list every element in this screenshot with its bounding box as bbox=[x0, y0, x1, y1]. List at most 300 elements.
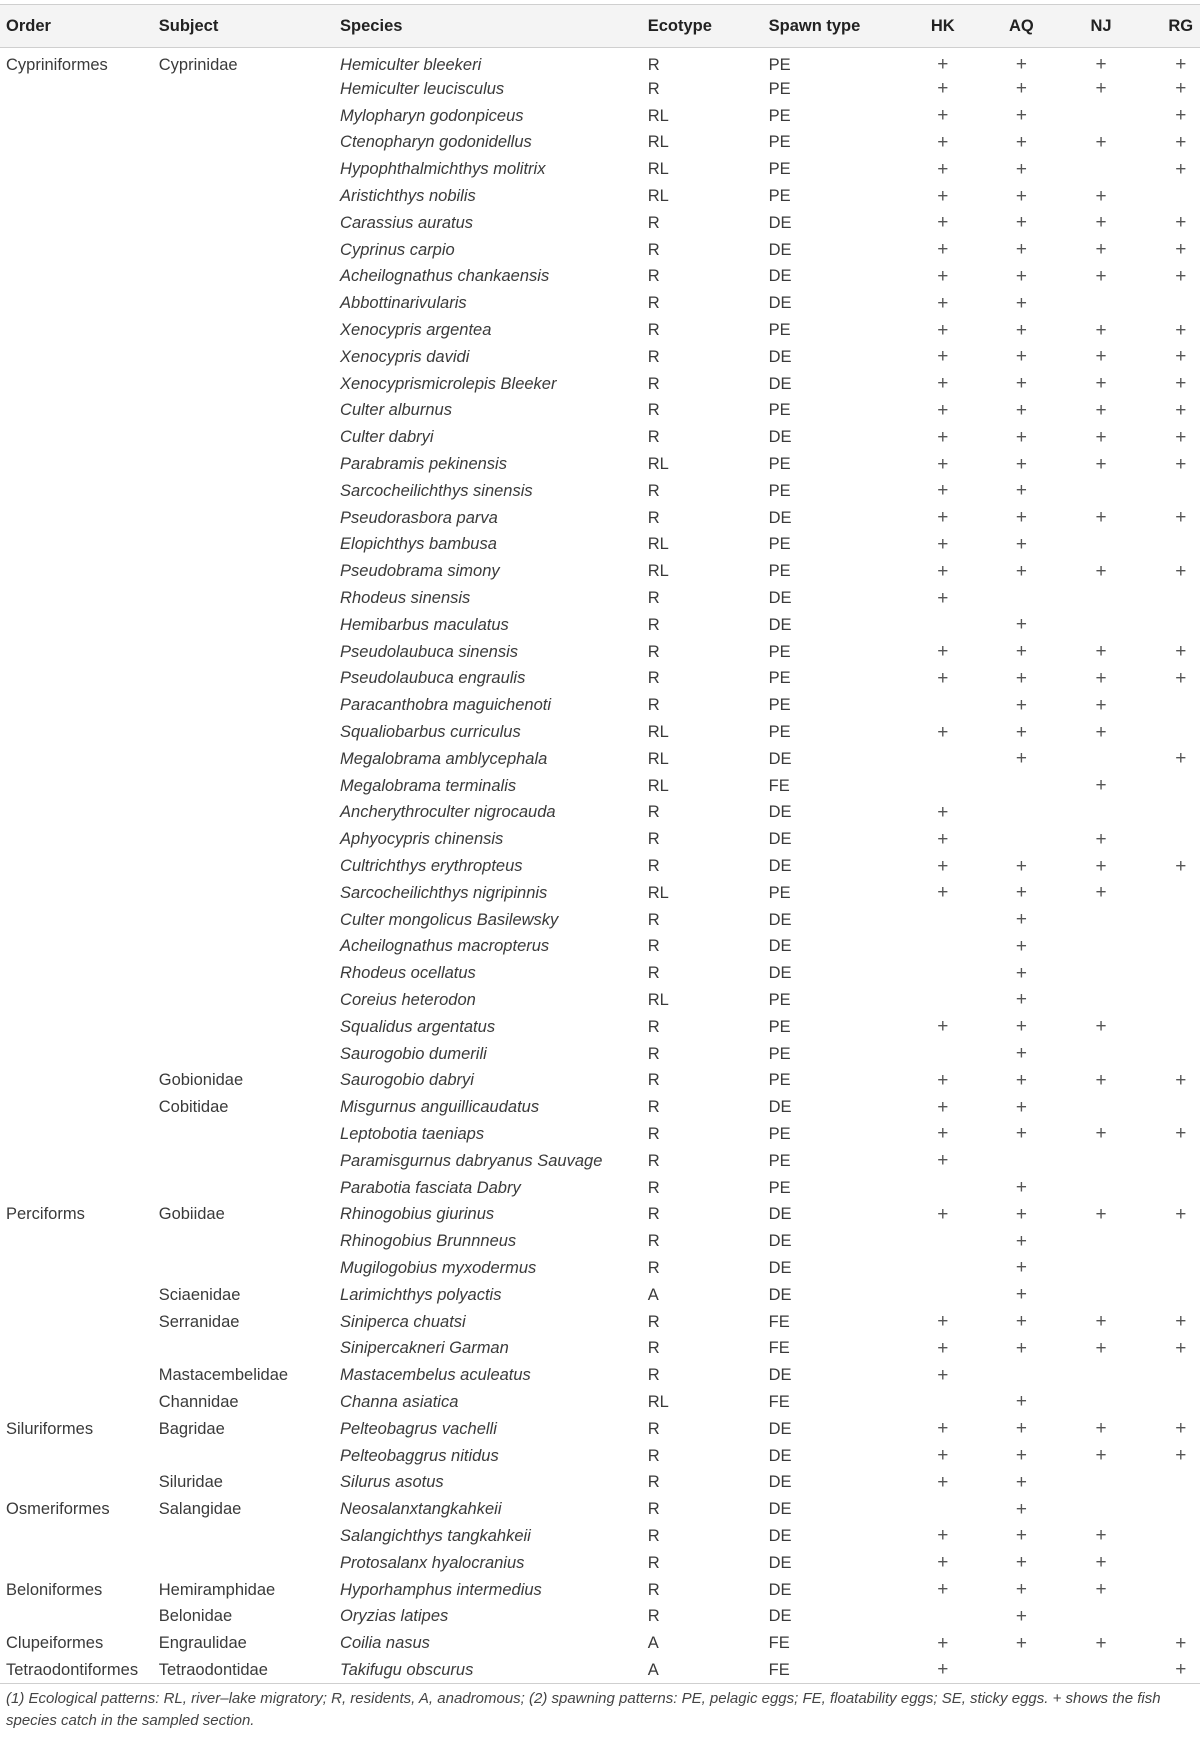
species-cell: Rhodeus sinensis bbox=[340, 589, 471, 608]
aq-cell: + bbox=[1015, 480, 1027, 502]
subject-cell bbox=[153, 1014, 334, 1041]
table-row bbox=[0, 1577, 1200, 1604]
table-row bbox=[0, 156, 1200, 183]
rg-cell: + bbox=[1175, 105, 1187, 127]
species-cell: Megalobrama amblycephala bbox=[340, 749, 548, 768]
species-cell: Silurus asotus bbox=[340, 1473, 444, 1492]
spawn-type-cell: FE bbox=[768, 1634, 790, 1653]
subject-cell bbox=[153, 1121, 334, 1148]
order-cell bbox=[0, 451, 153, 478]
nj-cell: + bbox=[1095, 131, 1107, 153]
aq-cell: + bbox=[1015, 962, 1027, 984]
ecotype-cell: R bbox=[647, 1366, 660, 1385]
table-row bbox=[0, 505, 1200, 532]
spawn-type-cell: DE bbox=[768, 213, 792, 232]
ecotype-cell: R bbox=[647, 1098, 660, 1117]
species-cell: Pseudolaubuca engraulis bbox=[340, 669, 526, 688]
rg-cell bbox=[1161, 826, 1200, 853]
col-header-rg: RG bbox=[1161, 5, 1200, 48]
ecotype-cell: R bbox=[647, 321, 660, 340]
subject-cell bbox=[153, 76, 334, 103]
order-cell bbox=[0, 746, 153, 773]
hk-cell: + bbox=[937, 1311, 949, 1333]
ecotype-cell: R bbox=[647, 1473, 660, 1492]
nj-cell: + bbox=[1095, 319, 1107, 341]
aq-cell: + bbox=[1015, 346, 1027, 368]
order-cell bbox=[0, 371, 153, 398]
aq-cell: + bbox=[1015, 641, 1027, 663]
species-cell: Rhodeus ocellatus bbox=[340, 964, 476, 983]
ecotype-cell: R bbox=[647, 1071, 660, 1090]
table-row bbox=[0, 1201, 1200, 1228]
ecotype-cell: R bbox=[647, 830, 660, 849]
table-row bbox=[0, 1121, 1200, 1148]
table-row bbox=[0, 1014, 1200, 1041]
ecotype-cell: R bbox=[647, 910, 660, 929]
hk-cell: + bbox=[937, 239, 949, 261]
ecotype-cell: RL bbox=[647, 106, 669, 125]
order-cell bbox=[0, 1335, 153, 1362]
table-row bbox=[0, 1309, 1200, 1336]
rg-cell bbox=[1161, 532, 1200, 559]
aq-cell: + bbox=[1015, 265, 1027, 287]
order-cell bbox=[0, 1014, 153, 1041]
spawn-type-cell: DE bbox=[768, 615, 792, 634]
spawn-type-cell: PE bbox=[768, 642, 791, 661]
hk-cell: + bbox=[937, 801, 949, 823]
hk-cell bbox=[883, 1255, 1002, 1282]
nj-cell bbox=[1041, 1282, 1162, 1309]
hk-cell: + bbox=[937, 587, 949, 609]
spawn-type-cell: DE bbox=[768, 1419, 792, 1438]
nj-cell bbox=[1041, 1175, 1162, 1202]
ecotype-cell: RL bbox=[647, 562, 669, 581]
nj-cell: + bbox=[1095, 239, 1107, 261]
hk-cell: + bbox=[937, 131, 949, 153]
table-row bbox=[0, 1523, 1200, 1550]
aq-cell: + bbox=[1015, 426, 1027, 448]
subject-cell bbox=[153, 666, 334, 693]
species-cell: Aphyocypris chinensis bbox=[340, 830, 504, 849]
nj-cell: + bbox=[1095, 1203, 1107, 1225]
table-row bbox=[0, 1469, 1200, 1496]
ecotype-cell: R bbox=[647, 589, 660, 608]
table-row bbox=[0, 800, 1200, 827]
species-cell: Cultrichthys erythropteus bbox=[340, 857, 523, 875]
col-header-nj: NJ bbox=[1041, 5, 1162, 48]
table-row bbox=[0, 692, 1200, 719]
ecotype-cell: R bbox=[647, 1526, 660, 1545]
aq-cell bbox=[1002, 1148, 1040, 1175]
col-header-subject: Subject bbox=[153, 5, 334, 48]
ecotype-cell: RL bbox=[647, 133, 669, 152]
ecotype-cell: R bbox=[647, 1124, 660, 1143]
ecotype-cell: R bbox=[647, 240, 660, 259]
order-cell bbox=[0, 558, 153, 585]
aq-cell: + bbox=[1015, 212, 1027, 234]
rg-cell: + bbox=[1175, 158, 1187, 180]
spawn-type-cell: DE bbox=[768, 294, 792, 313]
rg-cell: + bbox=[1175, 131, 1187, 153]
subject-cell: Belonidae bbox=[158, 1607, 233, 1626]
subject-cell bbox=[153, 934, 334, 961]
table-row bbox=[0, 371, 1200, 398]
subject-cell: Siluridae bbox=[158, 1473, 223, 1492]
spawn-type-cell: PE bbox=[768, 696, 791, 715]
rg-cell bbox=[1161, 1362, 1200, 1389]
species-cell: Squalidus argentatus bbox=[340, 1017, 496, 1036]
rg-cell: + bbox=[1175, 1632, 1187, 1654]
table-row bbox=[0, 934, 1200, 961]
nj-cell bbox=[1041, 612, 1162, 639]
nj-cell: + bbox=[1095, 453, 1107, 475]
spawn-type-cell: DE bbox=[768, 937, 792, 956]
subject-cell bbox=[153, 960, 334, 987]
rg-cell: + bbox=[1175, 1311, 1187, 1333]
table-body bbox=[0, 48, 1200, 1684]
subject-cell bbox=[153, 746, 334, 773]
hk-cell: + bbox=[937, 1123, 949, 1145]
hk-cell: + bbox=[937, 1552, 949, 1574]
species-cell: Saurogobio dabryi bbox=[340, 1071, 474, 1090]
nj-cell: + bbox=[1095, 1337, 1107, 1359]
order-cell bbox=[0, 1389, 153, 1416]
table-row bbox=[0, 103, 1200, 130]
spawn-type-cell: DE bbox=[768, 374, 792, 393]
subject-cell bbox=[153, 987, 334, 1014]
spawn-type-cell: DE bbox=[768, 1366, 792, 1385]
rg-cell: + bbox=[1175, 560, 1187, 582]
order-cell: Beloniformes bbox=[6, 1580, 103, 1599]
spawn-type-cell: DE bbox=[768, 1205, 792, 1224]
aq-cell bbox=[1002, 773, 1040, 800]
rg-cell bbox=[1161, 1523, 1200, 1550]
hk-cell bbox=[883, 987, 1002, 1014]
ecotype-cell: R bbox=[647, 1151, 660, 1170]
subject-cell: Gobiidae bbox=[158, 1205, 225, 1224]
spawn-type-cell: DE bbox=[768, 1607, 792, 1626]
order-cell bbox=[0, 344, 153, 371]
species-cell: Xenocyprismicrolepis Bleeker bbox=[340, 374, 557, 393]
table-row bbox=[0, 826, 1200, 853]
subject-cell bbox=[153, 1335, 334, 1362]
rg-cell: + bbox=[1175, 373, 1187, 395]
order-cell bbox=[0, 103, 153, 130]
aq-cell: + bbox=[1015, 399, 1027, 421]
hk-cell: + bbox=[937, 1418, 949, 1440]
hk-cell: + bbox=[937, 346, 949, 368]
col-header-aq: AQ bbox=[1002, 5, 1040, 48]
subject-cell: Engraulidae bbox=[158, 1634, 247, 1653]
subject-cell bbox=[153, 451, 334, 478]
subject-cell: Channidae bbox=[158, 1392, 239, 1411]
spawn-type-cell: DE bbox=[768, 347, 792, 366]
hk-cell: + bbox=[937, 560, 949, 582]
table-row bbox=[0, 1335, 1200, 1362]
rg-cell bbox=[1161, 1148, 1200, 1175]
nj-cell: + bbox=[1095, 78, 1107, 100]
ecotype-cell: R bbox=[647, 267, 660, 286]
ecotype-cell: R bbox=[647, 55, 660, 74]
rg-cell: + bbox=[1175, 78, 1187, 100]
species-cell: Acheilognathus chankaensis bbox=[340, 267, 550, 286]
order-cell bbox=[0, 264, 153, 291]
table-row bbox=[0, 1282, 1200, 1309]
col-header-spawn-type: Spawn type bbox=[763, 5, 884, 48]
spawn-type-cell: PE bbox=[768, 455, 791, 474]
subject-cell bbox=[153, 1550, 334, 1577]
hk-cell: + bbox=[937, 667, 949, 689]
species-cell: Siniperca chuatsi bbox=[340, 1312, 466, 1331]
spawn-type-cell: DE bbox=[768, 1553, 792, 1572]
table-row bbox=[0, 907, 1200, 934]
subject-cell bbox=[153, 907, 334, 934]
aq-cell: + bbox=[1015, 1284, 1027, 1306]
spawn-type-cell: DE bbox=[768, 589, 792, 608]
species-cell: Channa asiatica bbox=[340, 1392, 459, 1411]
rg-cell bbox=[1161, 612, 1200, 639]
species-cell: Xenocypris argentea bbox=[340, 321, 492, 340]
ecotype-cell: RL bbox=[647, 776, 669, 795]
spawn-type-cell: PE bbox=[768, 481, 791, 500]
hk-cell: + bbox=[937, 1579, 949, 1601]
species-cell: Ctenopharyn godonidellus bbox=[340, 133, 532, 152]
aq-cell: + bbox=[1015, 131, 1027, 153]
rg-cell bbox=[1161, 880, 1200, 907]
hk-cell: + bbox=[937, 292, 949, 314]
order-cell bbox=[0, 290, 153, 317]
table-footnote: (1) Ecological patterns: RL, river–lake migratory; R, residents, A, anadromous; (2) spawning patterns: PE, pelagic eggs; FE, floatability eggs; SE, sticky eggs. + shows the fish species catch in the sampled section. bbox=[6, 1690, 1161, 1729]
spawn-type-cell: DE bbox=[768, 1285, 792, 1304]
spawn-type-cell: PE bbox=[768, 133, 791, 152]
rg-cell: + bbox=[1175, 319, 1187, 341]
table-row bbox=[0, 76, 1200, 103]
table-row bbox=[0, 130, 1200, 157]
hk-cell: + bbox=[937, 78, 949, 100]
rg-cell bbox=[1161, 1175, 1200, 1202]
nj-cell: + bbox=[1095, 1016, 1107, 1038]
subject-cell bbox=[153, 424, 334, 451]
order-cell bbox=[0, 478, 153, 505]
rg-cell bbox=[1161, 1469, 1200, 1496]
species-cell: Rhinogobius Brunnneus bbox=[340, 1232, 517, 1251]
table-row bbox=[0, 1657, 1200, 1684]
table-row bbox=[0, 1175, 1200, 1202]
ecotype-cell: R bbox=[647, 1312, 660, 1331]
spawn-type-cell: PE bbox=[768, 55, 791, 74]
nj-cell: + bbox=[1095, 1579, 1107, 1601]
nj-cell bbox=[1041, 1255, 1162, 1282]
ecotype-cell: R bbox=[647, 642, 660, 661]
species-cell: Pelteobaggrus nitidus bbox=[340, 1446, 499, 1465]
subject-cell bbox=[153, 344, 334, 371]
aq-cell: + bbox=[1015, 721, 1027, 743]
rg-cell: + bbox=[1175, 748, 1187, 770]
subject-cell bbox=[153, 183, 334, 210]
ecotype-cell: R bbox=[647, 1258, 660, 1277]
rg-cell bbox=[1161, 1389, 1200, 1416]
spawn-type-cell: DE bbox=[768, 803, 792, 822]
subject-cell: Salangidae bbox=[158, 1500, 242, 1519]
hk-cell bbox=[883, 612, 1002, 639]
subject-cell bbox=[153, 532, 334, 559]
species-cell: Larimichthys polyactis bbox=[340, 1285, 502, 1304]
rg-cell bbox=[1161, 692, 1200, 719]
rg-cell: + bbox=[1175, 1418, 1187, 1440]
aq-cell: + bbox=[1015, 185, 1027, 207]
subject-cell bbox=[153, 371, 334, 398]
ecotype-cell: R bbox=[647, 857, 660, 875]
species-cell: Protosalanx hyalocranius bbox=[340, 1553, 525, 1572]
rg-cell: + bbox=[1175, 641, 1187, 663]
spawn-type-cell: DE bbox=[768, 1446, 792, 1465]
species-cell: Oryzias latipes bbox=[340, 1607, 449, 1626]
species-cell: Cyprinus carpio bbox=[340, 240, 455, 259]
order-cell: Perciforms bbox=[6, 1205, 85, 1224]
species-cell: Hemiculter leucisculus bbox=[340, 79, 505, 98]
subject-cell bbox=[153, 612, 334, 639]
nj-cell bbox=[1041, 156, 1162, 183]
spawn-type-cell: DE bbox=[768, 1232, 792, 1251]
spawn-type-cell: DE bbox=[768, 1580, 792, 1599]
table-row bbox=[0, 183, 1200, 210]
hk-cell bbox=[883, 1496, 1002, 1523]
aq-cell: + bbox=[1015, 1471, 1027, 1493]
table-row bbox=[0, 264, 1200, 291]
subject-cell bbox=[153, 853, 334, 880]
nj-cell: + bbox=[1095, 1418, 1107, 1440]
rg-cell bbox=[1161, 183, 1200, 210]
hk-cell: + bbox=[937, 1445, 949, 1467]
nj-cell bbox=[1041, 746, 1162, 773]
aq-cell: + bbox=[1015, 1445, 1027, 1467]
nj-cell bbox=[1041, 1496, 1162, 1523]
table-row bbox=[0, 317, 1200, 344]
nj-cell: + bbox=[1095, 373, 1107, 395]
hk-cell: + bbox=[937, 1364, 949, 1386]
species-cell: Parabramis pekinensis bbox=[340, 455, 507, 474]
nj-cell: + bbox=[1095, 1123, 1107, 1145]
subject-cell bbox=[153, 639, 334, 666]
order-cell bbox=[0, 773, 153, 800]
rg-cell bbox=[1161, 1014, 1200, 1041]
rg-cell bbox=[1161, 907, 1200, 934]
subject-cell bbox=[153, 317, 334, 344]
spawn-type-cell: PE bbox=[768, 79, 791, 98]
spawn-type-cell: DE bbox=[768, 830, 792, 849]
table-header-row bbox=[0, 5, 1200, 48]
spawn-type-cell: PE bbox=[768, 160, 791, 179]
hk-cell: + bbox=[937, 1632, 949, 1654]
nj-cell bbox=[1041, 800, 1162, 827]
subject-cell: Serranidae bbox=[158, 1312, 240, 1331]
order-cell bbox=[0, 692, 153, 719]
nj-cell: + bbox=[1095, 265, 1107, 287]
hk-cell bbox=[883, 746, 1002, 773]
order-cell bbox=[0, 183, 153, 210]
spawn-type-cell: PE bbox=[768, 535, 791, 554]
nj-cell bbox=[1041, 1041, 1162, 1068]
ecotype-cell: R bbox=[647, 1232, 660, 1251]
spawn-type-cell: DE bbox=[768, 1473, 792, 1492]
order-cell bbox=[0, 1175, 153, 1202]
hk-cell: + bbox=[937, 641, 949, 663]
ecotype-cell: RL bbox=[647, 535, 669, 554]
spawn-type-cell: DE bbox=[768, 1258, 792, 1277]
table-row bbox=[0, 585, 1200, 612]
hk-cell bbox=[883, 773, 1002, 800]
order-cell bbox=[0, 1041, 153, 1068]
hk-cell bbox=[883, 1228, 1002, 1255]
order-cell bbox=[0, 1121, 153, 1148]
ecotype-cell: R bbox=[647, 1205, 660, 1224]
rg-cell: + bbox=[1175, 1123, 1187, 1145]
aq-cell: + bbox=[1015, 158, 1027, 180]
rg-cell bbox=[1161, 1282, 1200, 1309]
aq-cell: + bbox=[1015, 1123, 1027, 1145]
hk-cell: + bbox=[937, 185, 949, 207]
nj-cell bbox=[1041, 1469, 1162, 1496]
nj-cell: + bbox=[1095, 1069, 1107, 1091]
rg-cell bbox=[1161, 960, 1200, 987]
rg-cell bbox=[1161, 1255, 1200, 1282]
hk-cell: + bbox=[937, 373, 949, 395]
rg-cell bbox=[1161, 1577, 1200, 1604]
order-cell bbox=[0, 1362, 153, 1389]
nj-cell bbox=[1041, 934, 1162, 961]
subject-cell bbox=[153, 505, 334, 532]
rg-cell: + bbox=[1175, 855, 1187, 877]
order-cell bbox=[0, 317, 153, 344]
ecotype-cell: R bbox=[647, 1419, 660, 1438]
subject-cell bbox=[153, 773, 334, 800]
hk-cell: + bbox=[937, 533, 949, 555]
ecotype-cell: A bbox=[647, 1285, 659, 1304]
hk-cell: + bbox=[937, 828, 949, 850]
rg-cell: + bbox=[1175, 265, 1187, 287]
table-row bbox=[0, 290, 1200, 317]
hk-cell: + bbox=[937, 426, 949, 448]
order-cell bbox=[0, 826, 153, 853]
col-header-order: Order bbox=[0, 5, 153, 48]
spawn-type-cell: PE bbox=[768, 401, 791, 420]
species-cell: Elopichthys bambusa bbox=[340, 535, 497, 554]
spawn-type-cell: PE bbox=[768, 562, 791, 581]
ecotype-cell: R bbox=[647, 79, 660, 98]
aq-cell: + bbox=[1015, 1525, 1027, 1547]
subject-cell bbox=[153, 1255, 334, 1282]
rg-cell bbox=[1161, 800, 1200, 827]
table-row bbox=[0, 1094, 1200, 1121]
table-row bbox=[0, 237, 1200, 264]
aq-cell: + bbox=[1015, 1337, 1027, 1359]
nj-cell: + bbox=[1095, 882, 1107, 904]
hk-cell: + bbox=[937, 453, 949, 475]
aq-cell: + bbox=[1015, 1391, 1027, 1413]
hk-cell: + bbox=[937, 882, 949, 904]
ecotype-cell: R bbox=[647, 1580, 660, 1599]
rg-cell: + bbox=[1175, 507, 1187, 529]
aq-cell bbox=[1002, 826, 1040, 853]
nj-cell: + bbox=[1095, 185, 1107, 207]
order-cell bbox=[0, 237, 153, 264]
order-cell bbox=[0, 1469, 153, 1496]
species-cell: Pseudobrama simony bbox=[340, 562, 500, 581]
species-cell: Mugilogobius myxodermus bbox=[340, 1258, 537, 1277]
spawn-type-cell: FE bbox=[768, 1339, 790, 1358]
table-row bbox=[0, 1550, 1200, 1577]
order-cell bbox=[0, 398, 153, 425]
